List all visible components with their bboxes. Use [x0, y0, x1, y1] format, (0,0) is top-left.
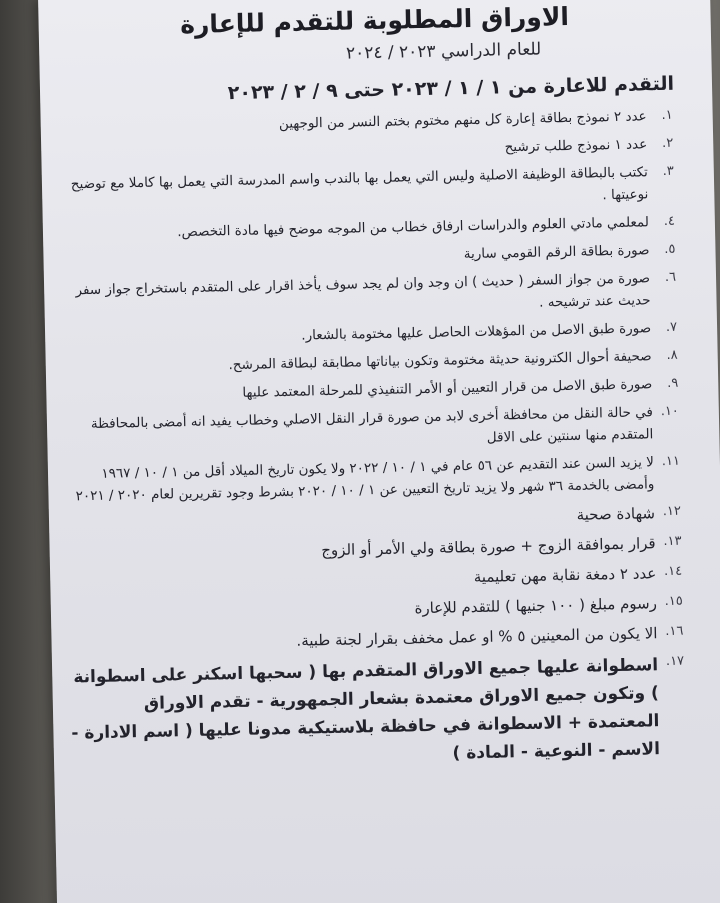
item-text: صورة من جواز السفر ( حديث ) ان وجد وان لم يجد سوف يأخذ اقرار على المتقدم باستخراج جواز سفر حديث عند ترشيحه .	[75, 270, 651, 311]
item-number: ٨.	[666, 347, 678, 363]
item-text: عدد ٢ دمغة نقابة مهن تعليمية	[473, 564, 657, 587]
item-number: ١٤.	[663, 563, 683, 580]
item-number: ١٧.	[665, 653, 685, 670]
item-text: شهادة صحية	[576, 504, 656, 524]
item-text: تكتب بالبطاقة الوظيفة الاصلية وليس التي يعمل بها بالندب واسم المدرسة التي يعمل بها كاملا مع توضيح نوعيتها .	[70, 164, 649, 204]
item-text: رسوم مبلغ ( ١٠٠ جنيها ) للتقدم للإعارة	[414, 594, 658, 618]
list-item	[66, 451, 681, 508]
document-page	[38, 0, 720, 903]
item-number: ٢.	[661, 135, 674, 151]
document-subtitle: للعام الدراسي ٢٠٢٣ / ٢٠٢٤	[345, 39, 542, 64]
item-number: ٩.	[666, 375, 679, 391]
item-text: عدد ٢ نموذج بطاقة إعارة كل منهم مختوم بختم النسر من الوجهين	[278, 108, 647, 133]
item-number: ١٥.	[664, 593, 683, 610]
item-text: صورة بطاقة الرقم القومي سارية	[463, 242, 650, 263]
list-item	[60, 161, 675, 218]
document-header	[38, 0, 711, 70]
item-text: صورة طبق الاصل من قرار التعيين أو الأمر التنفيذي للمرحلة المعتمد عليها	[242, 376, 653, 401]
item-number: ١٣.	[663, 533, 682, 550]
item-number: ١٠.	[660, 403, 680, 420]
list-item	[65, 401, 680, 458]
item-text: صحيفة أحوال الكترونية حديثة مختومة وتكون بياناتها مطابقة لبطاقة المرشح.	[228, 348, 652, 374]
item-text: قرار بموافقة الزوج + صورة بطاقة ولي الأمر أو الزوج	[321, 534, 656, 560]
item-number: ٣.	[662, 163, 674, 179]
list-item	[70, 651, 686, 776]
item-number: ٤.	[663, 213, 676, 229]
item-number: ١.	[661, 107, 673, 124]
item-text: اسطوانة عليها جميع الاوراق المتقدم بها ( سحبها اسكنر على اسطوانة ) وتكون جميع الاوراق معتمدة بشعار الجمهورية - تقدم الاوراق المعتمدة + الاسطوانة في حافظة بلاستيكية مدونا عليها ( اسم الادارة - الاسم - النوعية - المادة )	[71, 655, 661, 764]
list-item	[62, 267, 677, 324]
item-text: لمعلمي مادتي العلوم والدراسات ارفاق خطاب من الموجه موضح فيها مادة التخصص.	[177, 214, 650, 241]
item-text: في حالة النقل من محافظة أخرى لابد من صورة قرار النقل الاصلي وخطاب يفيد انه أمضى بالمحافظة المتقدم منها سنتين على الاقل	[90, 404, 654, 446]
application-period: التقدم للاعارة من ١ / ١ / ٢٠٢٣ حتى ٩ / ٢ / ٢٠٢٣	[227, 72, 675, 105]
item-text: صورة طبق الاصل من المؤهلات الحاصل عليها مختومة بالشعار.	[301, 320, 652, 344]
item-text: عدد ١ نموذج طلب ترشيح	[504, 136, 648, 156]
item-number: ٧.	[665, 319, 678, 335]
item-number: ١٢.	[662, 503, 682, 520]
item-text: الا يكون من المعينين ٥ % او عمل مخفف بقرار لجنة طبية.	[296, 624, 658, 650]
item-text: لا يزيد السن عند التقديم عن ٥٦ عام في ١ / ١٠ / ٢٠٢٢ ولا يكون تاريخ الميلاد أقل من ١ / ١٠ / ١٩٦٧ وأمضى بالخدمة ٣٦ شهر ولا يزيد تاريخ التعيين عن ١ / ١٠ / ٢٠٢٠ بشرط وجود تقريرين لعام ٢٠٢٠ / ٢٠٢١	[75, 454, 655, 505]
item-number: ٦.	[664, 269, 677, 285]
document-title: الاوراق المطلوبة للتقدم للإعارة	[179, 1, 570, 40]
item-number: ٥.	[664, 241, 676, 257]
requirements-list	[41, 104, 720, 776]
item-number: ١١.	[661, 453, 681, 470]
item-number: ١٦.	[665, 623, 684, 640]
